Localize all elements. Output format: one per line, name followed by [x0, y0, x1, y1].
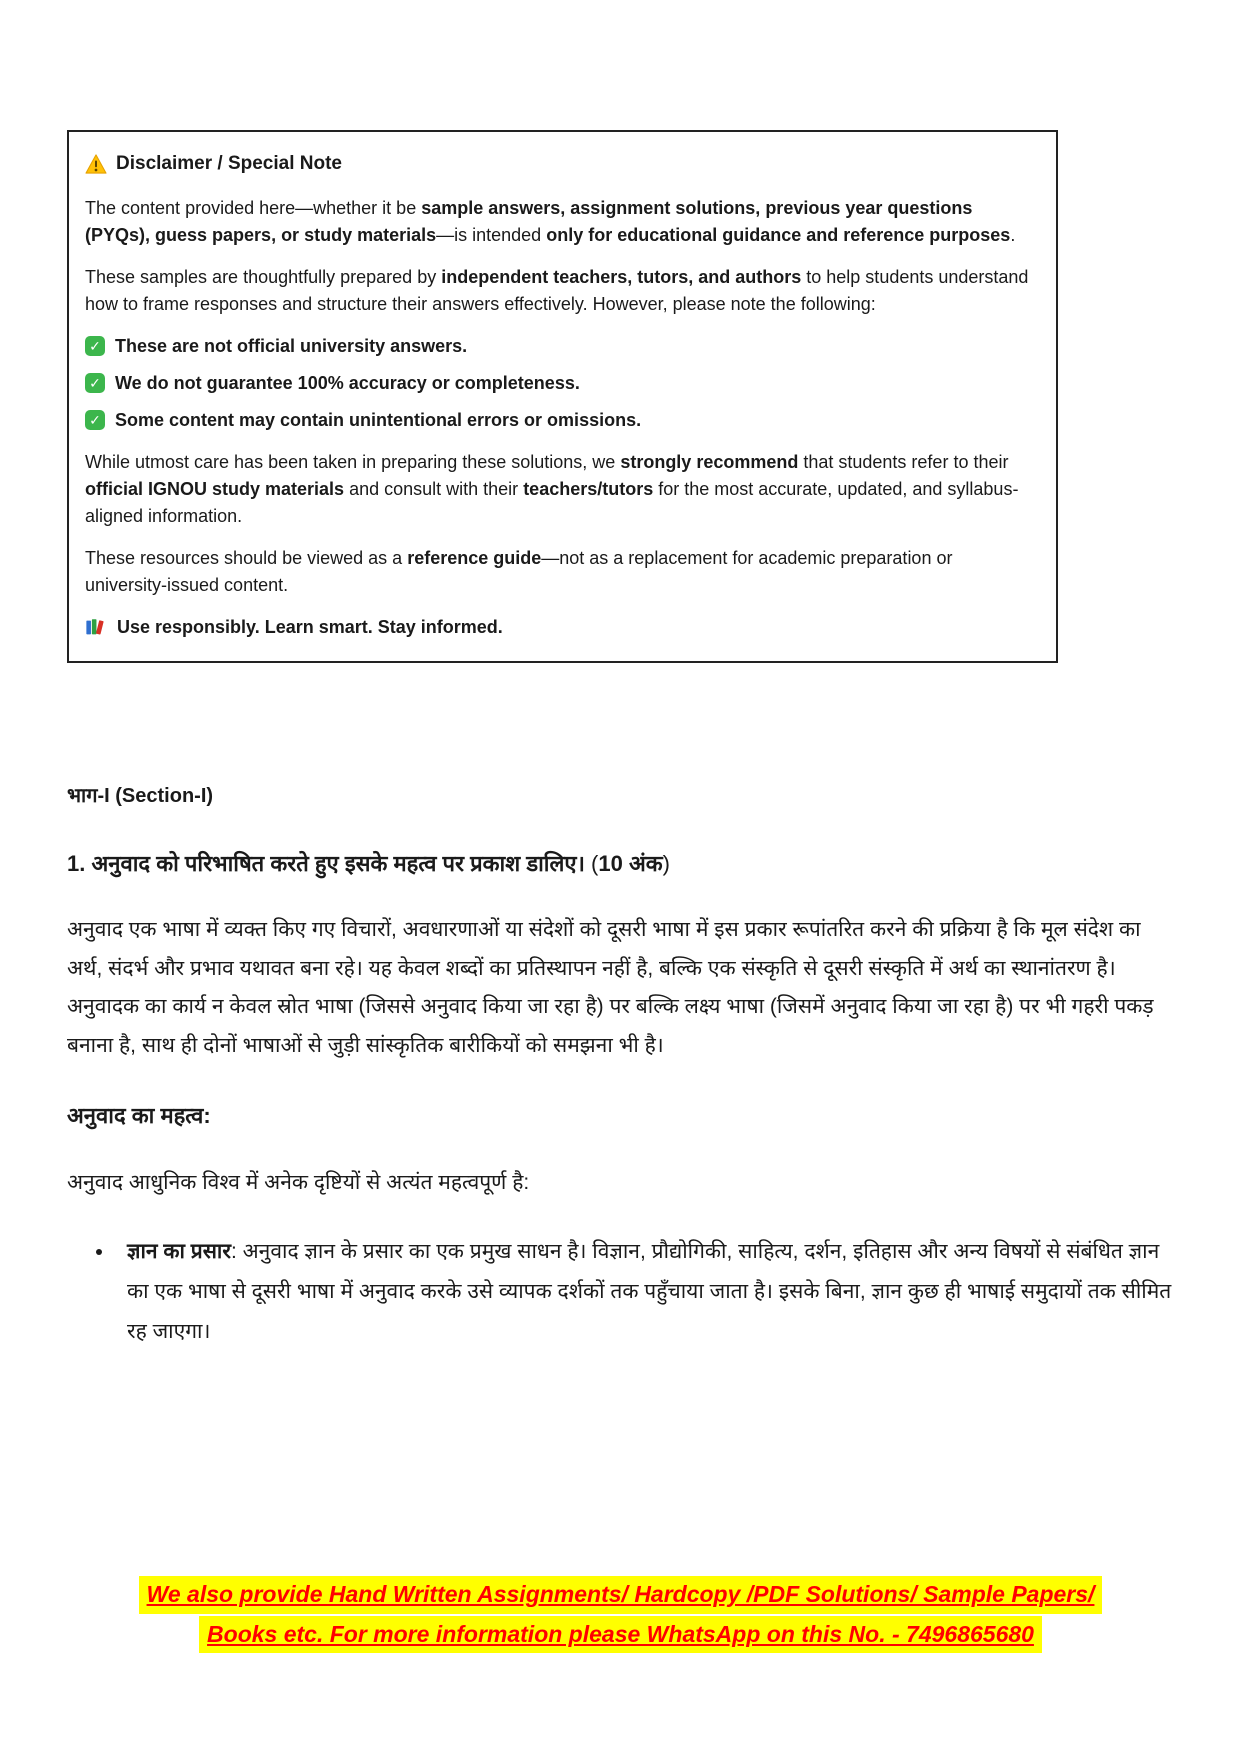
checklist-text: Some content may contain unintentional errors or omissions.: [115, 409, 642, 430]
checklist-item: [85, 333, 1036, 360]
checkbox-checked-icon: [85, 373, 105, 393]
bullet-item: • ज्ञान का प्रसार: अनुवाद ज्ञान के प्रसार का एक प्रमुख साधन है। विज्ञान, प्रौद्योगिकी, साहित्य, दर्शन, इतिहास और अन्य विषयों से संबंधित ज्ञान का एक भाषा से दूसरी भाषा में अनुवाद करके उसे व्यापक दर्शकों तक पहुँचाया जाता है। इसके बिना, ज्ञान कुछ ही भाषाई समुदायों तक सीमित रह जाएगा।: [115, 1232, 1175, 1352]
importance-heading: अनुवाद का महत्व:: [67, 1103, 211, 1129]
disclaimer-title: Disclaimer / Special Note: [116, 153, 342, 174]
importance-bullet-list: [67, 1232, 1175, 1352]
disclaimer-paragraph-4: These resources should be viewed as a reference guide—not as a replacement for academic preparation or university-issued content.: [85, 547, 953, 595]
checklist-item: [85, 370, 1036, 397]
disclaimer-box: [67, 130, 1058, 663]
books-icon: [85, 616, 107, 638]
warning-icon: [85, 154, 107, 174]
checkbox-checked-icon: [85, 410, 105, 430]
disclaimer-paragraph-1: The content provided here—whether it be sample answers, assignment solutions, previous year questions (PYQs), guess papers, or study materials—is intended only for educational guidance and reference purposes.: [85, 197, 1016, 245]
question-heading: 1. अनुवाद को परिभाषित करते हुए इसके महत्व पर प्रकाश डालिए। (10 अंक): [67, 850, 670, 876]
checklist-item: [85, 407, 1036, 434]
disclaimer-footer-note: Use responsibly. Learn smart. Stay informed.: [117, 616, 503, 637]
disclaimer-checklist: [85, 333, 1036, 434]
answer-paragraph: अनुवाद एक भाषा में व्यक्त किए गए विचारों, अवधारणाओं या संदेशों को दूसरी भाषा में इस प्रकार रूपांतरित करने की प्रक्रिया है कि मूल संदेश का अर्थ, संदर्भ और प्रभाव यथावत बना रहे। यह केवल शब्दों का प्रतिस्थापन नहीं है, बल्कि एक संस्कृति से दूसरी संस्कृति में अर्थ का स्थानांतरण है। अनुवादक का कार्य न केवल स्रोत भाषा (जिससे अनुवाद किया जा रहा है) पर बल्कि लक्ष्य भाषा (जिसमें अनुवाद किया जा रहा है) पर भी गहरी पकड़ बनाना है, साथ ही दोनों भाषाओं से जुड़ी सांस्कृतिक बारीकियों को समझना भी है।: [67, 917, 1154, 1058]
promo-banner: [0, 1576, 1241, 1655]
disclaimer-paragraph-3: While utmost care has been taken in preparing these solutions, we strongly recommend that students refer to their official IGNOU study materials and consult with their teachers/tutors for the most accurate, updated, and syllabus-aligned information.: [85, 451, 1019, 526]
main-content: [0, 781, 1241, 1352]
promo-text: We also provide Hand Written Assignments/ Hardcopy /PDF Solutions/ Sample Papers/: [139, 1576, 1103, 1614]
disclaimer-title-row: [85, 150, 1036, 179]
disclaimer-footer-row: [85, 614, 1036, 641]
promo-line-1: [0, 1576, 1241, 1614]
checklist-text: These are not official university answers.: [115, 335, 468, 356]
disclaimer-paragraph-2: These samples are thoughtfully prepared by independent teachers, tutors, and authors to help students understand how to frame responses and structure their answers effectively. However, please note the following:: [85, 266, 1029, 314]
checkbox-checked-icon: [85, 336, 105, 356]
importance-intro-line: अनुवाद आधुनिक विश्व में अनेक दृष्टियों से अत्यंत महत्वपूर्ण है:: [67, 1171, 530, 1195]
checklist-text: We do not guarantee 100% accuracy or completeness.: [115, 372, 580, 393]
section-heading: भाग-I (Section-I): [67, 784, 214, 807]
promo-text: Books etc. For more information please WhatsApp on this No. - 7496865680: [199, 1616, 1042, 1654]
promo-line-2: [0, 1616, 1241, 1654]
